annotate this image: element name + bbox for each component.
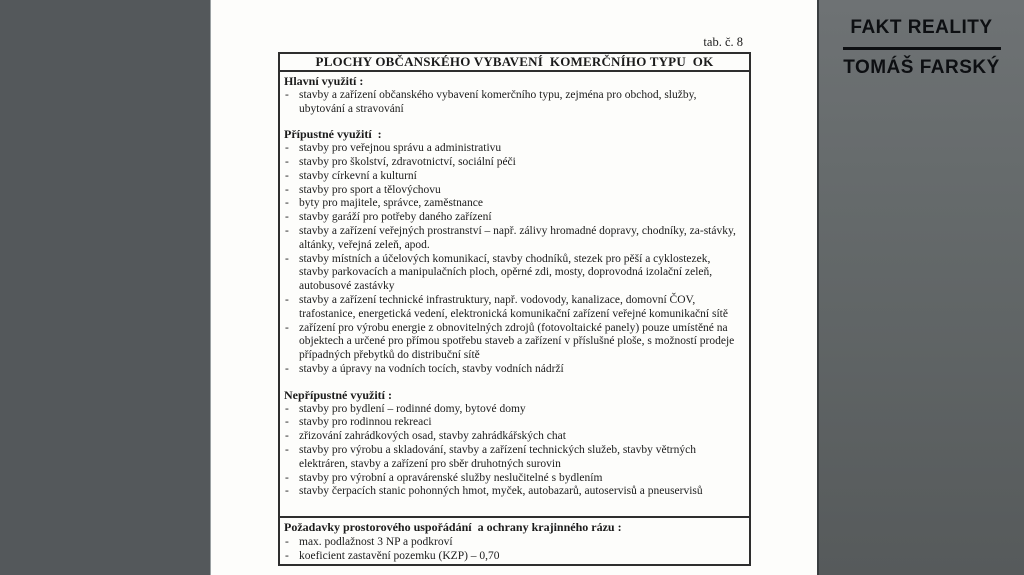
list-item (284, 549, 743, 564)
item-text: stavby pro školství, zdravotnictví, sociální péči (299, 155, 516, 168)
item-text: stavby pro bydlení – rodinné domy, bytové domy (299, 402, 526, 415)
dash-bullet: - (285, 155, 289, 168)
dash-bullet: - (285, 550, 289, 562)
list-item (284, 294, 743, 322)
dash-bullet: - (285, 535, 289, 548)
list-item (284, 485, 743, 499)
item-text: stavby místních a účelových komunikací, stavby chodníků, stezek pro pěší a cyklostezek, stavby parkovacích a manipulačních ploch, opěrné zdi, mosty, doprovodná izolační zeleň, autobusové zastávky (299, 252, 713, 293)
dash-bullet: - (285, 197, 289, 210)
list-item (284, 170, 743, 184)
doc-section (284, 389, 743, 499)
dash-bullet: - (285, 169, 289, 182)
list-item (284, 444, 743, 472)
list-item (284, 142, 743, 156)
list-item (284, 156, 743, 170)
list-item (284, 225, 743, 253)
item-text: stavby a úpravy na vodních tocích, stavby vodních nádrží (299, 362, 564, 375)
brand-name: FAKT REALITY (850, 17, 993, 38)
item-text: zřizování zahrádkových osad, stavby zahrádkářských chat (299, 430, 566, 443)
list-item (284, 322, 743, 363)
item-text: stavby a zařízení technické infrastruktury, např. vodovody, kanalizace, domovní ČOV, trafostanice, energetická vedení, elektronická komunikační zařízení veřejné komunikační sítě (299, 293, 728, 320)
list-item (284, 472, 743, 486)
dash-bullet: - (285, 443, 289, 456)
item-text: stavby církevní a kulturní (299, 169, 417, 182)
list-item (284, 89, 743, 117)
dash-bullet: - (285, 142, 289, 155)
item-text: stavby pro sport a tělovýchovu (299, 183, 441, 196)
section-heading: Hlavní využití : (284, 74, 364, 88)
dash-bullet: - (285, 485, 289, 498)
doc-section (284, 75, 743, 116)
item-text: stavby a zařízení občanského vybavení komerčního typu, zejména pro obchod, služby, ubytování a stravování (299, 88, 697, 115)
table-title: PLOCHY OBČANSKÉHO VYBAVENÍ KOMERČNÍHO TYPU OK (280, 54, 749, 72)
list-item (284, 253, 743, 294)
zoning-table (278, 52, 751, 566)
brand-sidebar (817, 0, 1024, 575)
dash-bullet: - (285, 211, 289, 224)
list-item (284, 416, 743, 430)
section-heading: Přípustné využití : (284, 127, 382, 142)
doc-section (284, 128, 743, 376)
dash-bullet: - (285, 321, 289, 334)
section-heading: Nepřípustné využití : (284, 387, 392, 402)
document-page (211, 0, 817, 575)
list-item (284, 197, 743, 211)
dash-bullet: - (285, 88, 289, 101)
dash-bullet: - (285, 252, 289, 265)
doc-section (284, 520, 743, 564)
list-item (284, 184, 743, 198)
item-text: stavby pro veřejnou správu a administrativu (299, 142, 502, 155)
item-text: zařízení pro výrobu energie z obnovitelných zdrojů (fotovoltaické panely) pouze umístěné na objektech a určené pro přímou spotřebu staveb a zařízení v příslušné ploše, s možností prodeje případných přebytků do distribuční sítě (299, 321, 735, 362)
table-reference: tab. č. 8 (703, 35, 743, 49)
requirements-section (280, 516, 749, 564)
item-text: stavby pro výrobu a skladování, stavby a zařízení technických služeb, stavby větrných elektráren, stavby a zařízení pro sběr druhotných surovin (299, 443, 696, 470)
brand-divider (843, 47, 1001, 50)
item-text: byty pro majitele, správce, zaměstnance (299, 197, 483, 210)
dash-bullet: - (285, 362, 289, 375)
item-text: stavby a zařízení veřejných prostranství – např. zálivy hromadné dopravy, chodníky, za-stávky, altánky, veřejná zeleň, apod. (299, 224, 736, 251)
item-text: stavby garáží pro potřeby daného zařízení (299, 211, 492, 224)
dash-bullet: - (285, 430, 289, 443)
item-text: stavby pro výrobní a opravárenské služby neslučitelné s bydlením (299, 471, 603, 484)
table-body (280, 72, 749, 516)
dash-bullet: - (285, 224, 289, 237)
dash-bullet: - (285, 416, 289, 429)
list-item (284, 535, 743, 550)
list-item (284, 430, 743, 444)
section-heading: Požadavky prostorového uspořádání a ochrany krajinného rázu : (284, 520, 622, 534)
item-text: stavby čerpacích stanic pohonných hmot, myček, autobazarů, autoservisů a pneuservisů (299, 485, 703, 498)
list-item (284, 211, 743, 225)
item-text: koeficient zastavění pozemku (KZP) – 0,70 (299, 550, 500, 562)
dash-bullet: - (285, 183, 289, 196)
list-item (284, 363, 743, 377)
item-text: max. podlažnost 3 NP a podkroví (299, 535, 453, 548)
item-text: stavby pro rodinnou rekreaci (299, 416, 432, 429)
agent-name: TOMÁŠ FARSKÝ (843, 57, 1000, 78)
dash-bullet: - (285, 471, 289, 484)
dash-bullet: - (285, 402, 289, 415)
dash-bullet: - (285, 293, 289, 306)
list-item (284, 403, 743, 417)
